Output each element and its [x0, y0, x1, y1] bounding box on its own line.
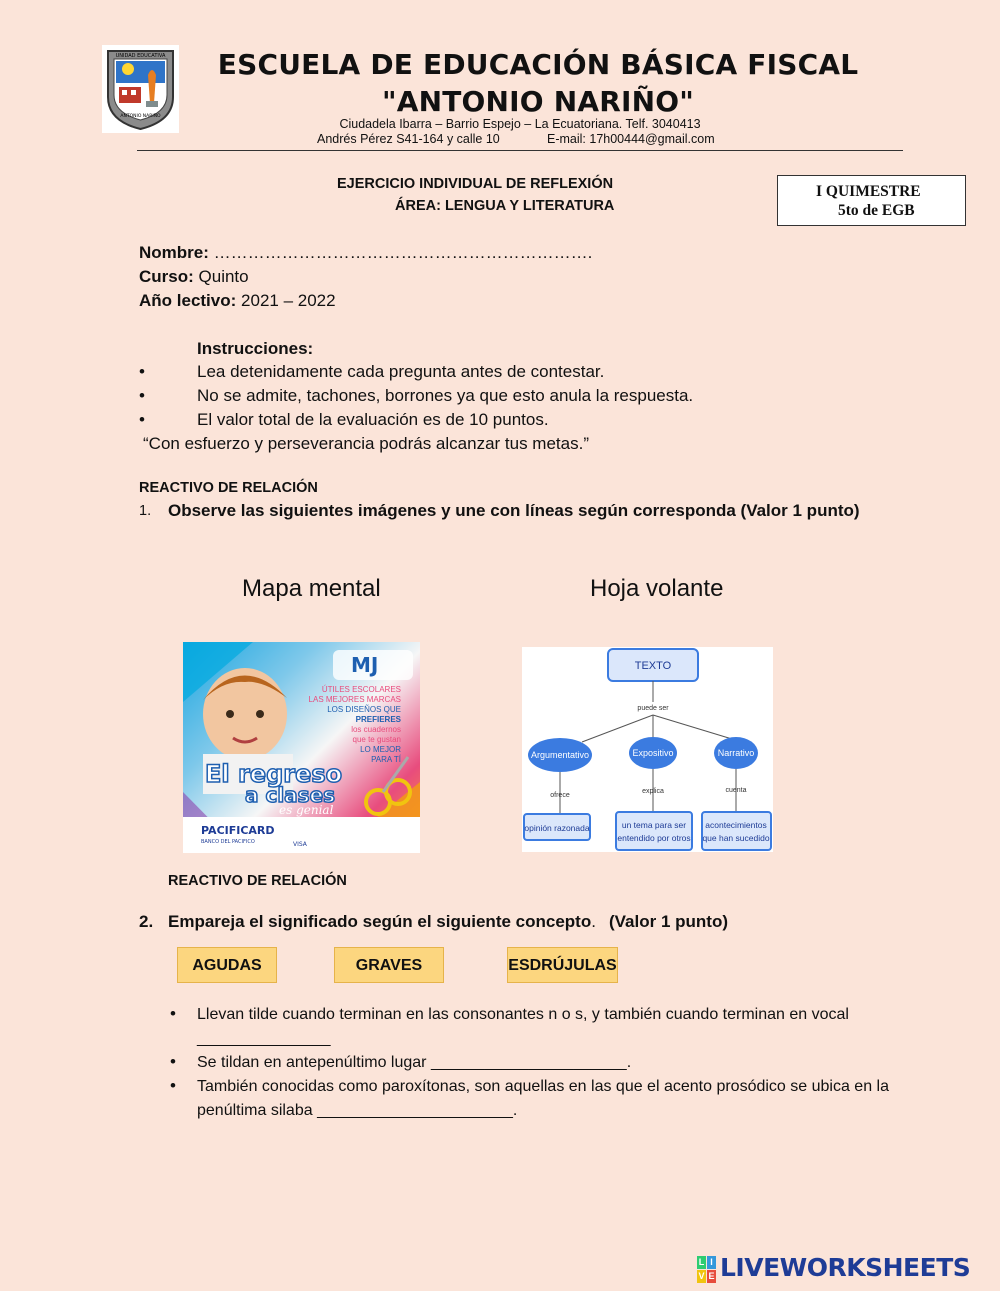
motivational-quote: “Con esfuerzo y perseverancia podrás alcanzar tus metas.”: [143, 434, 589, 453]
flyer-brand: MJ: [351, 653, 379, 677]
flyer-line: PARA TÍ: [371, 755, 401, 764]
course-label: Curso:: [139, 267, 194, 286]
definition-text: También conocidas como paroxítonas, son aquellas en las que el acento prosódico se ubica en la: [197, 1078, 889, 1095]
school-logo: [102, 45, 179, 133]
map-leaf-label: que han sucedido: [702, 833, 770, 843]
flyer-sponsor: PACIFICARD: [201, 824, 275, 837]
flyer-line: PREFIERES: [355, 715, 401, 724]
school-email: E-mail: 17h00444@gmail.com: [547, 132, 715, 146]
flyer-sponsor-sub: BANCO DEL PACIFICO: [201, 839, 255, 845]
course-field: [139, 267, 249, 287]
flyer-line: LAS MEJORES MARCAS: [308, 695, 401, 704]
school-title-line1: ESCUELA DE EDUCACIÓN BÁSICA FISCAL: [217, 48, 859, 81]
question2-statement: Empareja el significado según el siguiente concepto: [168, 912, 592, 931]
label-hoja-volante: Hoja volante: [590, 575, 724, 602]
map-node-label: Expositivo: [632, 748, 674, 758]
map-node-label: Narrativo: [717, 748, 755, 758]
flyer-line: los cuadernos: [351, 725, 401, 734]
logo-text-top: UNIDAD EDUCATIVA: [115, 53, 166, 59]
map-link-label: ofrece: [550, 792, 570, 799]
year-field: [139, 291, 336, 311]
name-label: Nombre:: [139, 243, 209, 262]
visa-logo: VISA: [293, 841, 307, 848]
school-title-line2: "ANTONIO NARIÑO": [381, 85, 695, 118]
flyer-line: ÚTILES ESCOLARES: [321, 685, 401, 694]
instruction-item: No se admite, tachones, borrones ya que esto anula la respuesta.: [197, 386, 694, 405]
liveworksheets-logo[interactable]: LIVEWORKSHEETS: [720, 1253, 971, 1282]
definition-text: Se tildan en antepenúltimo lugar ______________________.: [197, 1054, 632, 1071]
map-leaf-label: opinión razonada: [524, 823, 590, 833]
map-link-label: puede ser: [637, 705, 669, 712]
instruction-item: Lea detenidamente cada pregunta antes de contestar.: [197, 362, 605, 381]
flyer-headline: a clases: [245, 783, 336, 807]
section1-heading: REACTIVO DE RELACIÓN: [139, 480, 318, 496]
question2-text: [168, 912, 596, 932]
definition-text: Llevan tilde cuando terminan en las consonantes n o s, y también cuando terminan en vocal: [197, 1006, 849, 1023]
flyer-line: LOS DISEÑOS QUE: [327, 705, 401, 714]
map-node-label: Argumentativo: [530, 750, 590, 760]
instruction-item: El valor total de la evaluación es de 10 puntos.: [197, 410, 549, 429]
map-root-label: TEXTO: [634, 660, 672, 672]
map-leaf-label: un tema para ser: [621, 820, 687, 830]
exercise-area: ÁREA: LENGUA Y LITERATURA: [395, 198, 615, 214]
section2-heading: REACTIVO DE RELACIÓN: [168, 873, 347, 889]
school-address: Ciudadela Ibarra – Barrio Espejo – La Ecuatoriana. Telf. 3040413: [339, 117, 701, 131]
bullet: •: [170, 1076, 176, 1095]
course-value: Quinto: [198, 267, 249, 286]
grade-label: 5to de EGB: [838, 202, 915, 219]
exercise-title: EJERCICIO INDIVIDUAL DE REFLEXIÓN: [337, 176, 614, 192]
bullet: •: [170, 1052, 176, 1071]
map-leaf: [616, 812, 692, 850]
flyer-line: LO MEJOR: [360, 745, 401, 754]
definition-item: [197, 1051, 631, 1075]
logo-text-bottom: ANTONIO NARIÑO: [120, 114, 161, 119]
question1-number: 1.: [139, 503, 152, 519]
flyer-headline: El regreso: [205, 760, 343, 788]
word-card-esdrujulas[interactable]: ESDRÚJULAS: [507, 947, 618, 983]
year-value: 2021 – 2022: [241, 291, 336, 310]
name-field[interactable]: [139, 243, 592, 263]
flyer-image: [183, 642, 420, 853]
flyer-line: que te gustan: [352, 735, 401, 744]
map-leaf-label: entendido por otros: [617, 833, 691, 843]
bullet: •: [139, 410, 145, 429]
word-card-agudas[interactable]: AGUDAS: [177, 947, 277, 983]
map-leaf: [702, 812, 771, 850]
quimestre-box: [777, 175, 966, 226]
year-label: Año lectivo:: [139, 291, 237, 310]
badge-letter: E: [708, 1271, 715, 1281]
definition-item: [197, 1075, 889, 1123]
instructions-heading: Instrucciones:: [197, 339, 314, 358]
quimestre-label: I QUIMESTRE: [816, 183, 921, 200]
word-card-graves[interactable]: GRAVES: [334, 947, 444, 983]
school-street: Andrés Pérez S41-164 y calle 10: [317, 132, 500, 146]
header-divider: [137, 150, 903, 151]
bullet: •: [139, 362, 145, 381]
concept-map-image: [522, 647, 773, 852]
liveworksheets-badge: [697, 1256, 717, 1284]
question2-dot: .: [591, 912, 596, 931]
definition-text: penúltima silaba ______________________.: [197, 1102, 518, 1119]
map-link-label: cuenta: [725, 787, 747, 794]
badge-letter: I: [707, 1256, 716, 1269]
question2-value: (Valor 1 punto): [609, 912, 728, 931]
badge-letter: L: [698, 1257, 705, 1267]
flyer-headline: es genial: [279, 803, 334, 817]
question2-number: 2.: [139, 912, 154, 931]
name-value: ………………………………………………………….: [213, 243, 593, 262]
map-leaf-label: acontecimientos: [705, 820, 767, 830]
map-link-label: explica: [642, 788, 664, 795]
label-mapa-mental: Mapa mental: [242, 575, 381, 602]
definition-item: [197, 1003, 849, 1051]
answer-blank[interactable]: _______________: [197, 1030, 331, 1047]
question1-text: Observe las siguientes imágenes y une con líneas según corresponda (Valor 1 punto): [168, 501, 860, 520]
bullet: •: [139, 386, 145, 405]
bullet: •: [170, 1004, 176, 1023]
badge-letter: V: [698, 1271, 705, 1281]
